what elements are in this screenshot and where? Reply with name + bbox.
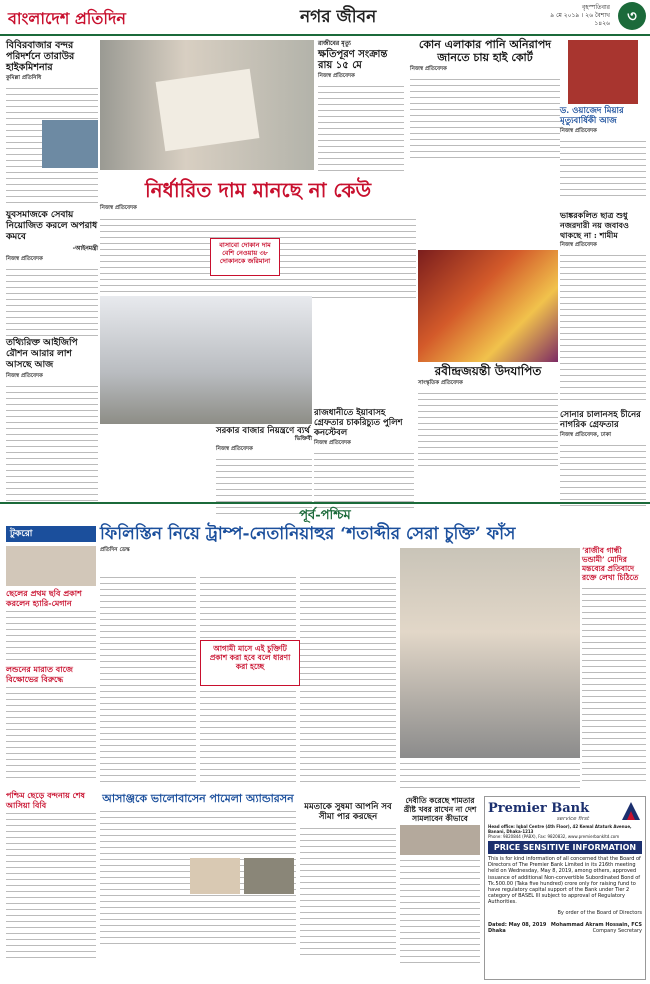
placard [156, 69, 260, 152]
byline: কুমিল্লা প্রতিনিধি [6, 75, 42, 81]
ad-signer-role: Company Secretary [592, 927, 642, 934]
ad-order: By order of the Board of Directors [557, 909, 642, 916]
brief-photo [6, 546, 96, 586]
bank-tagline: service first [556, 815, 590, 822]
body-text [318, 83, 404, 171]
byline: নিজস্ব প্রতিবেদক [6, 373, 43, 379]
body-text [410, 76, 560, 160]
story-tagore [418, 364, 558, 470]
body-text [560, 442, 646, 510]
subhead: ভিক্তিবী [294, 436, 312, 442]
assange-photo [244, 858, 294, 894]
headline: লন্ডনের মারাত বাজে বিক্ষোভের বিরুদ্ধে [6, 664, 73, 684]
page-number: ৩ [618, 2, 646, 30]
section-title: নগর জীবন [300, 7, 377, 27]
story-rajiv [582, 546, 646, 785]
issue-day: বৃহস্পতিবার [582, 4, 610, 11]
pullquote [200, 640, 300, 686]
pamela-photo [190, 858, 240, 894]
story-water [410, 38, 560, 160]
ad-header [488, 800, 642, 822]
headline: ছেলের প্রথম ছবি প্রকাশ করলেন হ্যারি-মেগান [6, 588, 82, 608]
headline: কোন এলাকার পানি অনিরাপদ জানতে চায় হাই কোর্ট [418, 38, 552, 64]
ad-address: Head office: Iqbal Centre (4th Floor), 42 Kemal Ataturk Avenue, Banani, Dhaka-1213 [488, 824, 632, 834]
headline: যুবসমাজকে সেবায় নিয়োজিত করলে অপরাধ কমবে [6, 210, 98, 242]
body-text [6, 684, 96, 780]
story-rajib [318, 38, 404, 171]
story-igp [6, 338, 98, 501]
body-text [300, 574, 396, 784]
masthead [0, 0, 650, 34]
byline: সাংস্কৃতিক প্রতিবেদক [418, 380, 463, 386]
body-text [300, 825, 396, 955]
bank-advertisement [484, 796, 646, 980]
headline: রবীন্দ্রজয়ন্তী উদযাপিত [434, 364, 542, 378]
protest-photo [100, 40, 314, 170]
headline: দেবীতি করেছে শামতার খ্রীষ্ট খবর রাখেন না দেশ সামলাবেন কীভাবে [403, 796, 477, 823]
photo-caption [400, 760, 580, 792]
headline: বিবিরবাজার বন্দর পরিদর্শনে তারাউর হাইকমিশনার [6, 40, 75, 73]
byline: নিজস্ব প্রতিবেদক [100, 205, 137, 211]
body-text [6, 383, 98, 501]
ad-phone: Phone: 9820844 (PABX), Fax: 9820832, www.premierbankltd.com [488, 834, 620, 839]
story-yaba [314, 408, 414, 512]
story-photo [42, 120, 98, 168]
story-mamata [400, 796, 480, 967]
body-text [100, 574, 196, 784]
kicker: রাজীবের মৃত্যু [318, 40, 351, 47]
headline: ‘রাজীব গান্ধী ভন্ডামী’ মোদির মন্তব্যের প্রতিবাদে রক্তে লেখা চিঠিতে [582, 546, 639, 582]
bank-name: Premier Bank [488, 800, 590, 816]
headline: ফিলিস্তিন নিয়ে ট্রাম্প-নেতানিয়াহুর ‘শতাব্দীর সেরা চুক্তি’ ফাঁস [100, 524, 516, 544]
body-text [560, 138, 646, 198]
ad-signer: Mohammad Akram Hossain, FCS [550, 921, 642, 928]
headline: ক্ষতিপূরণ সংক্রান্ত রায় ১৫ মে [318, 49, 388, 71]
story-sushma [300, 802, 396, 955]
headline: নির্ধারিত দাম মানছে না কেউ [144, 178, 372, 202]
byline: প্রতিদিন ডেস্ক [100, 547, 130, 553]
body-text [400, 857, 480, 967]
headline: সরকার বাজার নিয়ন্ত্রণে ব্যর্থ [216, 426, 310, 436]
headline: আসাঞ্জকে ভালোবাসেন পামেলা অ্যান্ডারসন [102, 792, 294, 805]
modi-photo [400, 825, 480, 855]
ad-title: PRICE SENSITIVE INFORMATION [488, 841, 642, 854]
ad-footer [488, 922, 642, 934]
newspaper-logo: বাংলাদেশ প্রতিদিন [8, 9, 126, 28]
subhead: -আইনমন্ত্রী [72, 245, 98, 252]
body-text [6, 608, 96, 664]
briefs-label: টুকরো [6, 526, 96, 542]
headline: রাজধানীতে ইয়াবাসহ গ্রেফতার চাকরিচ্যুত পুলিশ কনস্টেবল [314, 408, 403, 438]
section-bar [0, 502, 650, 522]
story-shamim [560, 210, 646, 402]
byline: নিজস্ব প্রতিবেদক [560, 242, 597, 248]
headline: মমতাকে সুষমা আপনি সব সীমা পার করছেন [304, 802, 392, 822]
ad-date: Dated: May 08, 2019 [488, 921, 547, 928]
brief-harry [6, 546, 96, 664]
rally-photo [400, 548, 580, 758]
byline: নিজস্ব প্রতিবেদক, ঢাকা [560, 432, 612, 438]
body-text [6, 266, 98, 336]
ad-body: This is for kind information of all concerned that the Board of Directors of The Premier Bank Limited in its 216th meeting held on Wednesday, May 8, 2019, among others, approved issuance of additional Non-convertible Subordinated Bond of Tk.500.00 (Taka five hundred) crore only for raising fund to have regulatory capital support of the Bank under Tier 2 category of BASEL III subject to approval of Regulatory Authorities. [488, 856, 641, 906]
headline: সোনার চালানসহ চীনের নাগরিক গ্রেফতার [560, 410, 641, 430]
ad-place: Dhaka [488, 927, 506, 934]
issue-date [540, 4, 610, 28]
event-photo [100, 296, 312, 424]
headline: পশ্চিম ছেড়ে বন্দনায় শেষ আসিয়া বিবি [6, 790, 85, 810]
header-rule [0, 34, 650, 36]
issue-date-text: ৯ মে ২০১৯ । ২৬ বৈশাখ ১৪২৬ [550, 12, 610, 27]
portrait-photo [568, 40, 638, 104]
brief-asia [6, 790, 96, 960]
highlight-text: বাসাবো দোকান দাম বেশি নেওয়ায় ৩৮ দোকানকে জরিমানা [219, 241, 271, 265]
byline: নিজস্ব প্রতিবেদক [318, 73, 355, 79]
body-text [6, 810, 96, 960]
headline: ভাঙ্করকলিত ছাত্র শুধু নজরদারী নয় জবাবও থাকছে না : শামীম [560, 210, 629, 240]
pullquote-text: আগামী মাসে এই চুক্তিটি প্রকাশ করা হবে বলে ধারণা করা হচ্ছে [209, 644, 291, 671]
byline: নিজস্ব প্রতিবেদক [6, 256, 43, 262]
byline: নিজস্ব প্রতিবেদক [410, 66, 447, 72]
bank-logo-icon [620, 800, 642, 822]
dance-photo [418, 250, 558, 362]
body-text [560, 252, 646, 402]
section-heading: পূর্ব-পশ্চিম [299, 508, 351, 523]
byline: নিজস্ব প্রতিবেদক [216, 446, 253, 452]
byline: নিজস্ব প্রতিবেদক [314, 440, 351, 446]
story-gold [560, 410, 646, 510]
story-youth [6, 210, 98, 336]
story-market [216, 422, 312, 514]
highlight-box [210, 238, 280, 276]
headline: তথ্যিরিক্ত আইজিপি রৌশন আরার লাশ আসছে আজ [6, 338, 78, 370]
body-text [418, 390, 558, 470]
brief-london [6, 664, 96, 780]
headline: ড. ওয়াজেদ মিয়ার মৃত্যুবার্ষিকী আজ [560, 106, 624, 126]
byline: নিজস্ব প্রতিবেদক [560, 128, 597, 134]
body-text [582, 585, 646, 785]
story-wazed [560, 106, 646, 198]
